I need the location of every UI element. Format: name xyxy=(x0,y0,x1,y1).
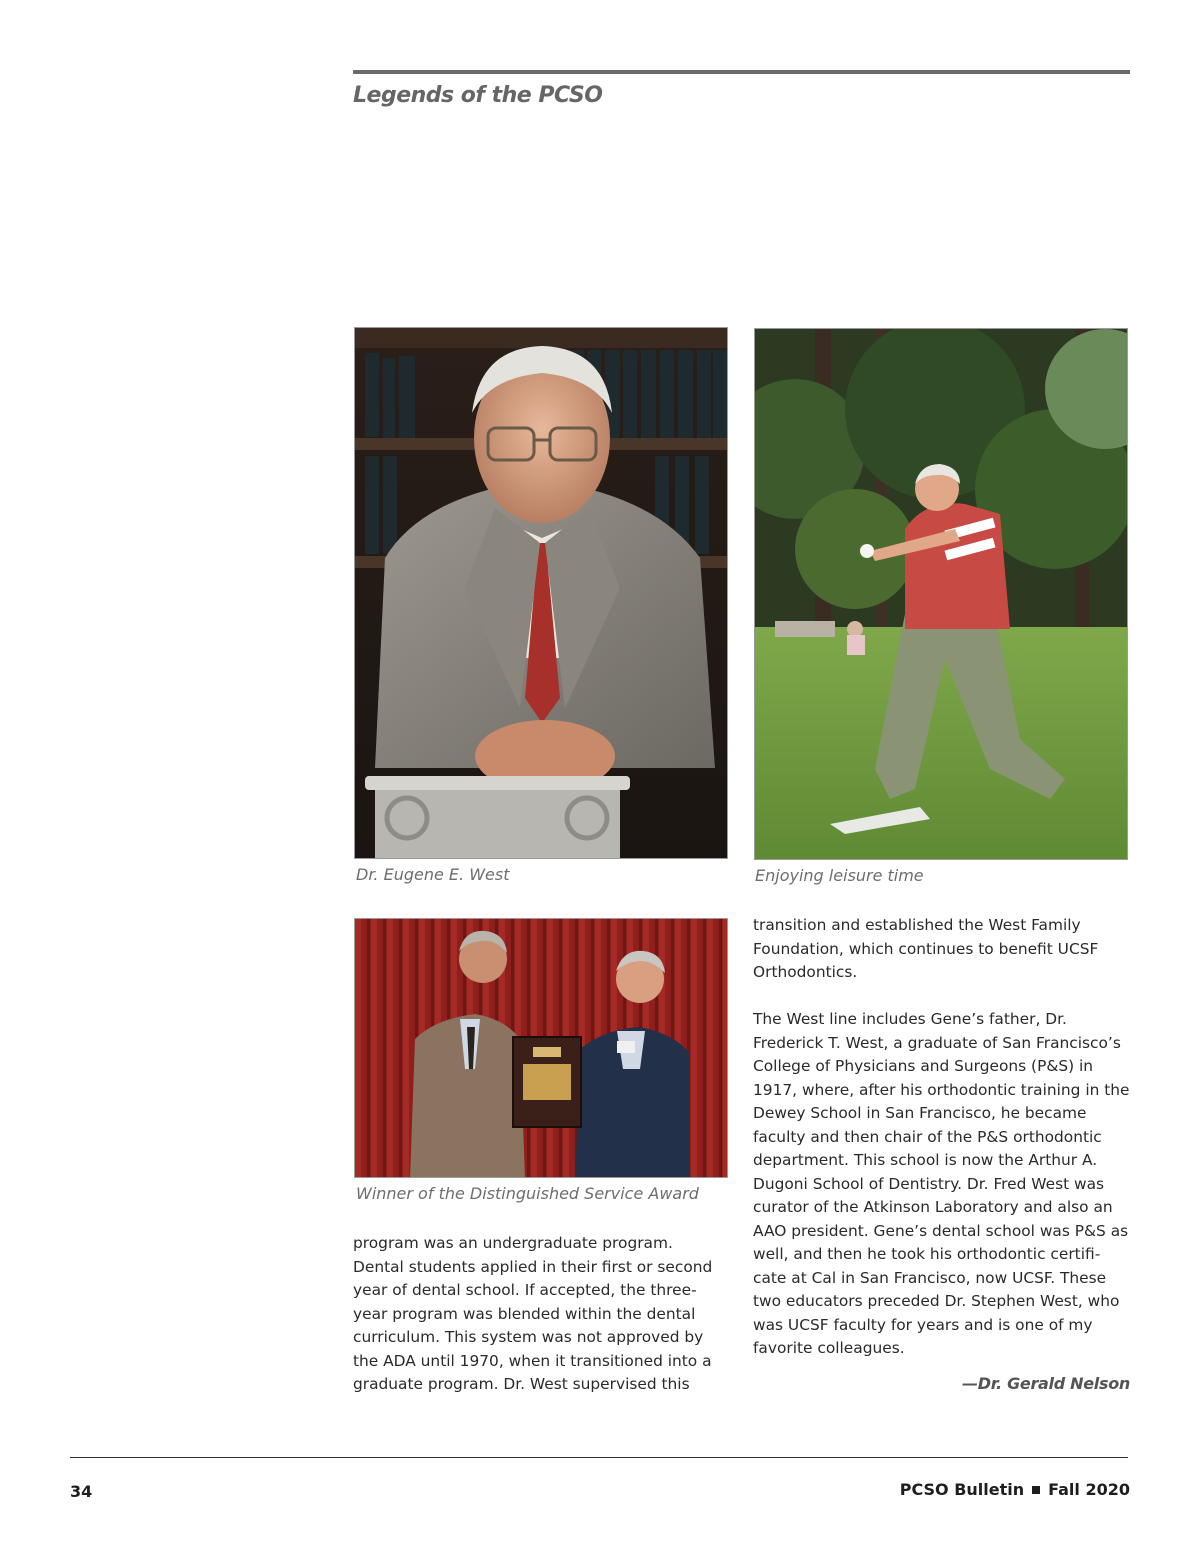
leisure-photo xyxy=(754,328,1128,860)
article-column-2 xyxy=(753,914,1130,1361)
footer-publication xyxy=(900,1480,1130,1499)
award-image xyxy=(355,919,728,1178)
article-column-1 xyxy=(353,1232,723,1397)
author-signature: —Dr. Gerald Nelson xyxy=(962,1374,1130,1393)
leisure-image xyxy=(755,329,1128,860)
award-photo xyxy=(354,918,728,1178)
page-number: 34 xyxy=(70,1482,93,1501)
publication-name: PCSO Bulletin xyxy=(899,1480,1025,1499)
leisure-caption: Enjoying leisure time xyxy=(755,866,924,885)
portrait-caption: Dr. Eugene E. West xyxy=(356,865,510,884)
portrait-photo xyxy=(354,327,728,859)
column1-paragraph: program was an undergraduate program. Dental students applied in their first or second year of dental school. If accepted, the three-year program was blended within the dental curriculum. This system was not approved by the ADA until 1970, when it transitioned into a graduate program. Dr. West supervised this xyxy=(353,1234,713,1393)
column2-paragraph-2: The West line includes Gene’s father, Dr. Frederick T. West, a graduate of San Francisco’s College of Physicians and Surgeons (P&S) in 1917, where, after his orthodontic training in the Dewey School in San Francisco, he became faculty and then chair of the P&S orthodontic department. This school is now the Arthur A. Dugoni School of Dentistry. Dr. Fred West was curator of the Atkinson Laboratory and also an AAO president. Gene’s dental school was P&S as well, and then he took his orthodontic certifi-cate at Cal in San Francisco, now UCSF. These two educators preceded Dr. Stephen West, who was UCSF faculty for years and is one of my favorite colleagues. xyxy=(753,1010,1130,1357)
square-bullet-icon xyxy=(1032,1486,1040,1494)
header-rule xyxy=(353,70,1130,74)
issue-name: Fall 2020 xyxy=(1048,1480,1130,1499)
column2-paragraph-1: transition and established the West Family Foundation, which continues to benefit UCSF Orthodontics. xyxy=(753,916,1099,981)
award-caption: Winner of the Distinguished Service Award xyxy=(356,1184,699,1203)
footer-rule xyxy=(70,1457,1128,1458)
section-title: Legends of the PCSO xyxy=(353,83,603,108)
portrait-image xyxy=(355,328,728,859)
